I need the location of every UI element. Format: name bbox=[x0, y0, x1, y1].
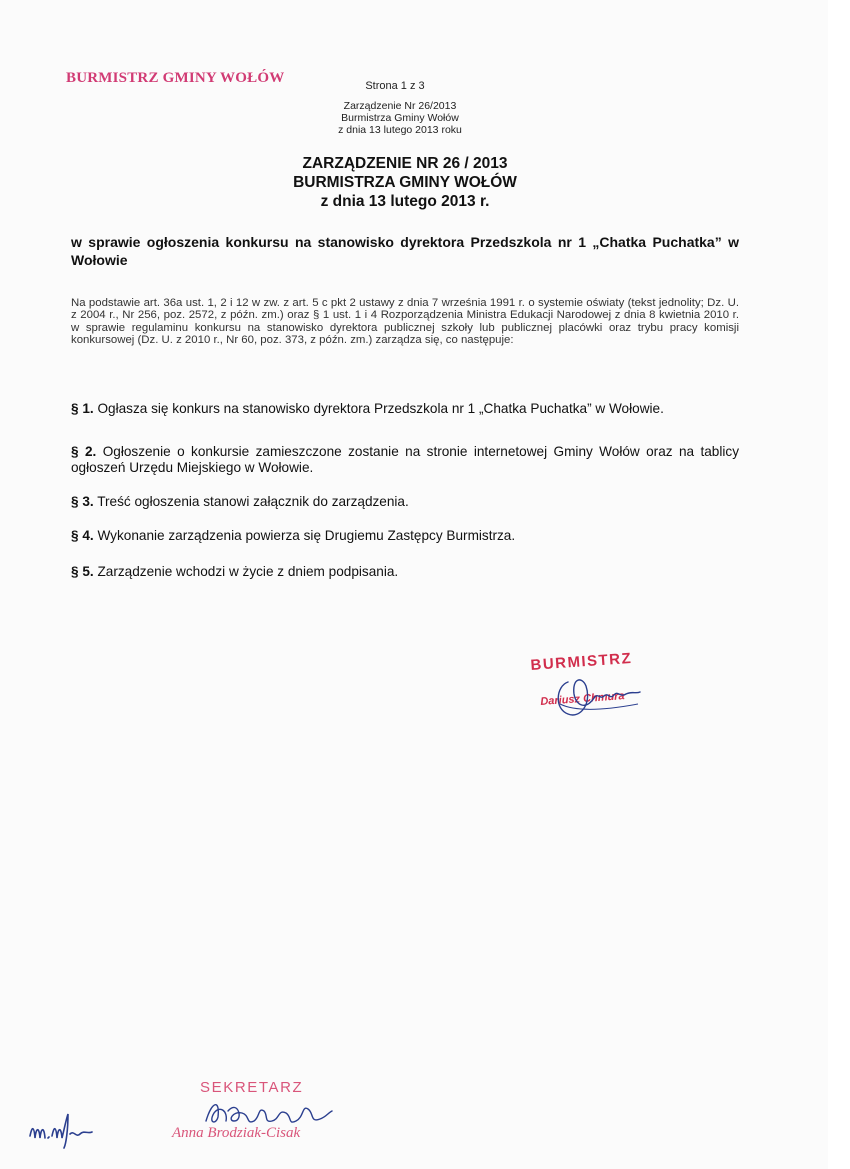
reference-line: Burmistrza Gminy Wołów bbox=[341, 112, 459, 124]
paragraph-text: Wykonanie zarządzenia powierza się Drugiemu Zastępcy Burmistrza. bbox=[97, 528, 516, 543]
paragraph-text: Ogłoszenie o konkursie zamieszczone zostanie na stronie internetowej Gminy Wołów oraz na tablicy ogłoszeń Urzędu Miejskiego w Wołowie. bbox=[71, 444, 739, 475]
page-edge bbox=[828, 0, 850, 1169]
legal-basis: Na podstawie art. 36a ust. 1, 2 i 12 w zw. z art. 5 c pkt 2 ustawy z dnia 7 września 1991 r. o systemie oświaty (tekst jednolity; Dz. U. z 2004 r., Nr 256, poz. 2572, z późn. zm.) oraz § 1 ust. 1 i 4 Rozporządzenia Ministra Edukacji Narodowej z dnia 8 kwietnia 2010 r. w sprawie regulaminu konkursu na stanowisko dyrektora publicznej szkoły lub publicznej placówki oraz trybu pracy komisji konkursowej (Dz. U. z 2010 r., Nr 60, poz. 373, z późn. zm.) zarządza się, co następuje: bbox=[71, 297, 739, 347]
document-subject: w sprawie ogłoszenia konkursu na stanowisko dyrektora Przedszkola nr 1 „Chatka Puchatka” w Wołowie bbox=[71, 234, 739, 268]
mayor-stamp-title: BURMISTRZ bbox=[530, 649, 633, 674]
mayor-stamp bbox=[526, 649, 676, 734]
paragraph-5 bbox=[71, 564, 739, 580]
mayor-stamp-name: Dariusz Chmura bbox=[540, 690, 625, 708]
paragraph-number: § 2. bbox=[71, 444, 97, 459]
paragraph-2 bbox=[71, 444, 739, 476]
secretary-stamp bbox=[168, 1075, 358, 1145]
paragraph-number: § 1. bbox=[71, 401, 94, 416]
paragraph-number: § 4. bbox=[71, 528, 94, 543]
paragraph-text: Zarządzenie wchodzi w życie z dniem podpisania. bbox=[97, 564, 399, 579]
secretary-stamp-title: SEKRETARZ bbox=[200, 1079, 304, 1096]
page-number: Strona 1 z 3 bbox=[365, 80, 425, 92]
mayor-signature bbox=[546, 664, 646, 724]
title-line: ZARZĄDZENIE NR 26 / 2013 bbox=[302, 155, 508, 172]
paragraph-text: Ogłasza się konkurs na stanowisko dyrektora Przedszkola nr 1 „Chatka Puchatka” w Wołowie. bbox=[97, 401, 664, 416]
document-title bbox=[230, 154, 580, 211]
initials-signature bbox=[26, 1100, 96, 1150]
title-line: BURMISTRZA GMINY WOŁÓW bbox=[293, 174, 517, 191]
paragraph-4 bbox=[71, 528, 739, 544]
paragraph-number: § 3. bbox=[71, 494, 94, 509]
reference-line: z dnia 13 lutego 2013 roku bbox=[338, 124, 462, 136]
reference-line: Zarządzenie Nr 26/2013 bbox=[343, 100, 457, 112]
paragraph-number: § 5. bbox=[71, 564, 94, 579]
reference-block bbox=[300, 100, 500, 136]
title-line: z dnia 13 lutego 2013 r. bbox=[320, 193, 490, 210]
paragraph-1 bbox=[71, 401, 739, 417]
paragraph-text: Treść ogłoszenia stanowi załącznik do zarządzenia. bbox=[97, 494, 409, 509]
secretary-stamp-name: Anna Brodziak-Cisak bbox=[172, 1125, 301, 1141]
office-stamp-header: BURMISTRZ GMINY WOŁÓW bbox=[66, 70, 285, 86]
paragraph-3 bbox=[71, 494, 739, 510]
